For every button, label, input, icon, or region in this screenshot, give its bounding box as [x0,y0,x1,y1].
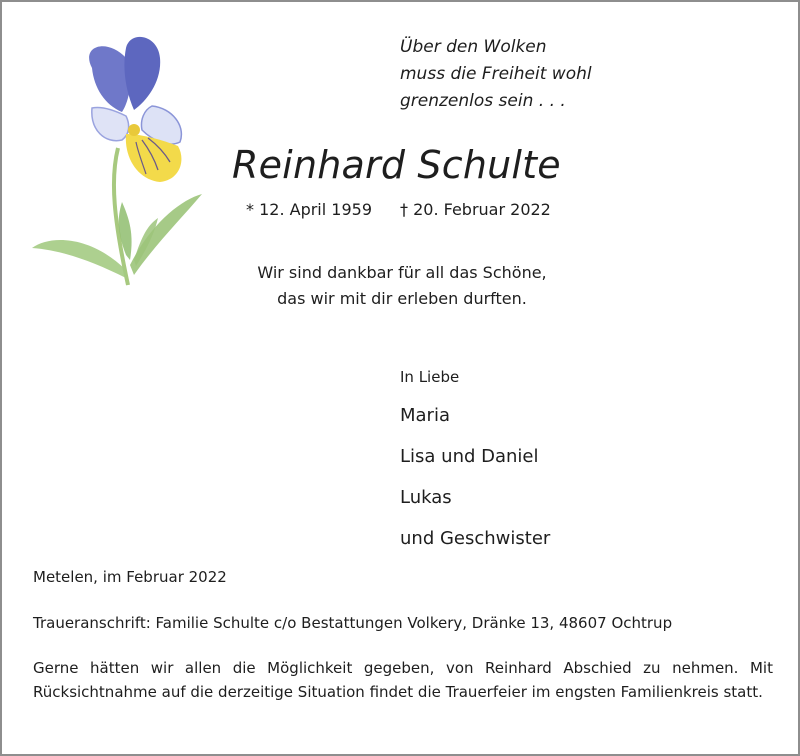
mourner-name: Maria [400,405,450,426]
motto-line: grenzenlos sein . . . [400,91,566,111]
funeral-notice: Gerne hätten wir allen die Möglichkeit gegeben, von Reinhard Abschied zu nehmen. Mit Rücksichtnahme auf die derzeitige Situation findet die Trauerfeier im engsten Familienkreis statt. [33,659,773,701]
mourner-name: und Geschwister [400,528,551,549]
birth-date: * 12. April 1959 [246,200,372,219]
mourners-intro: In Liebe [400,368,460,386]
deceased-name: Reinhard Schulte [232,143,561,187]
mourner-name: Lukas [400,487,452,508]
motto-line: Über den Wolken [400,37,547,57]
pansy-flower-icon [30,30,210,295]
gratitude-text [202,260,602,312]
death-date: † 20. Februar 2022 [400,200,551,219]
gratitude-line: das wir mit dir erleben durften. [277,289,527,308]
motto-quote [400,34,592,115]
gratitude-line: Wir sind dankbar für all das Schöne, [257,263,547,282]
motto-line: muss die Freiheit wohl [400,64,592,84]
mourning-address: Traueranschrift: Familie Schulte c/o Bestattungen Volkery, Dränke 13, 48607 Ochtrup [33,614,673,632]
mourner-name: Lisa und Daniel [400,446,539,467]
place-date: Metelen, im Februar 2022 [33,568,227,586]
